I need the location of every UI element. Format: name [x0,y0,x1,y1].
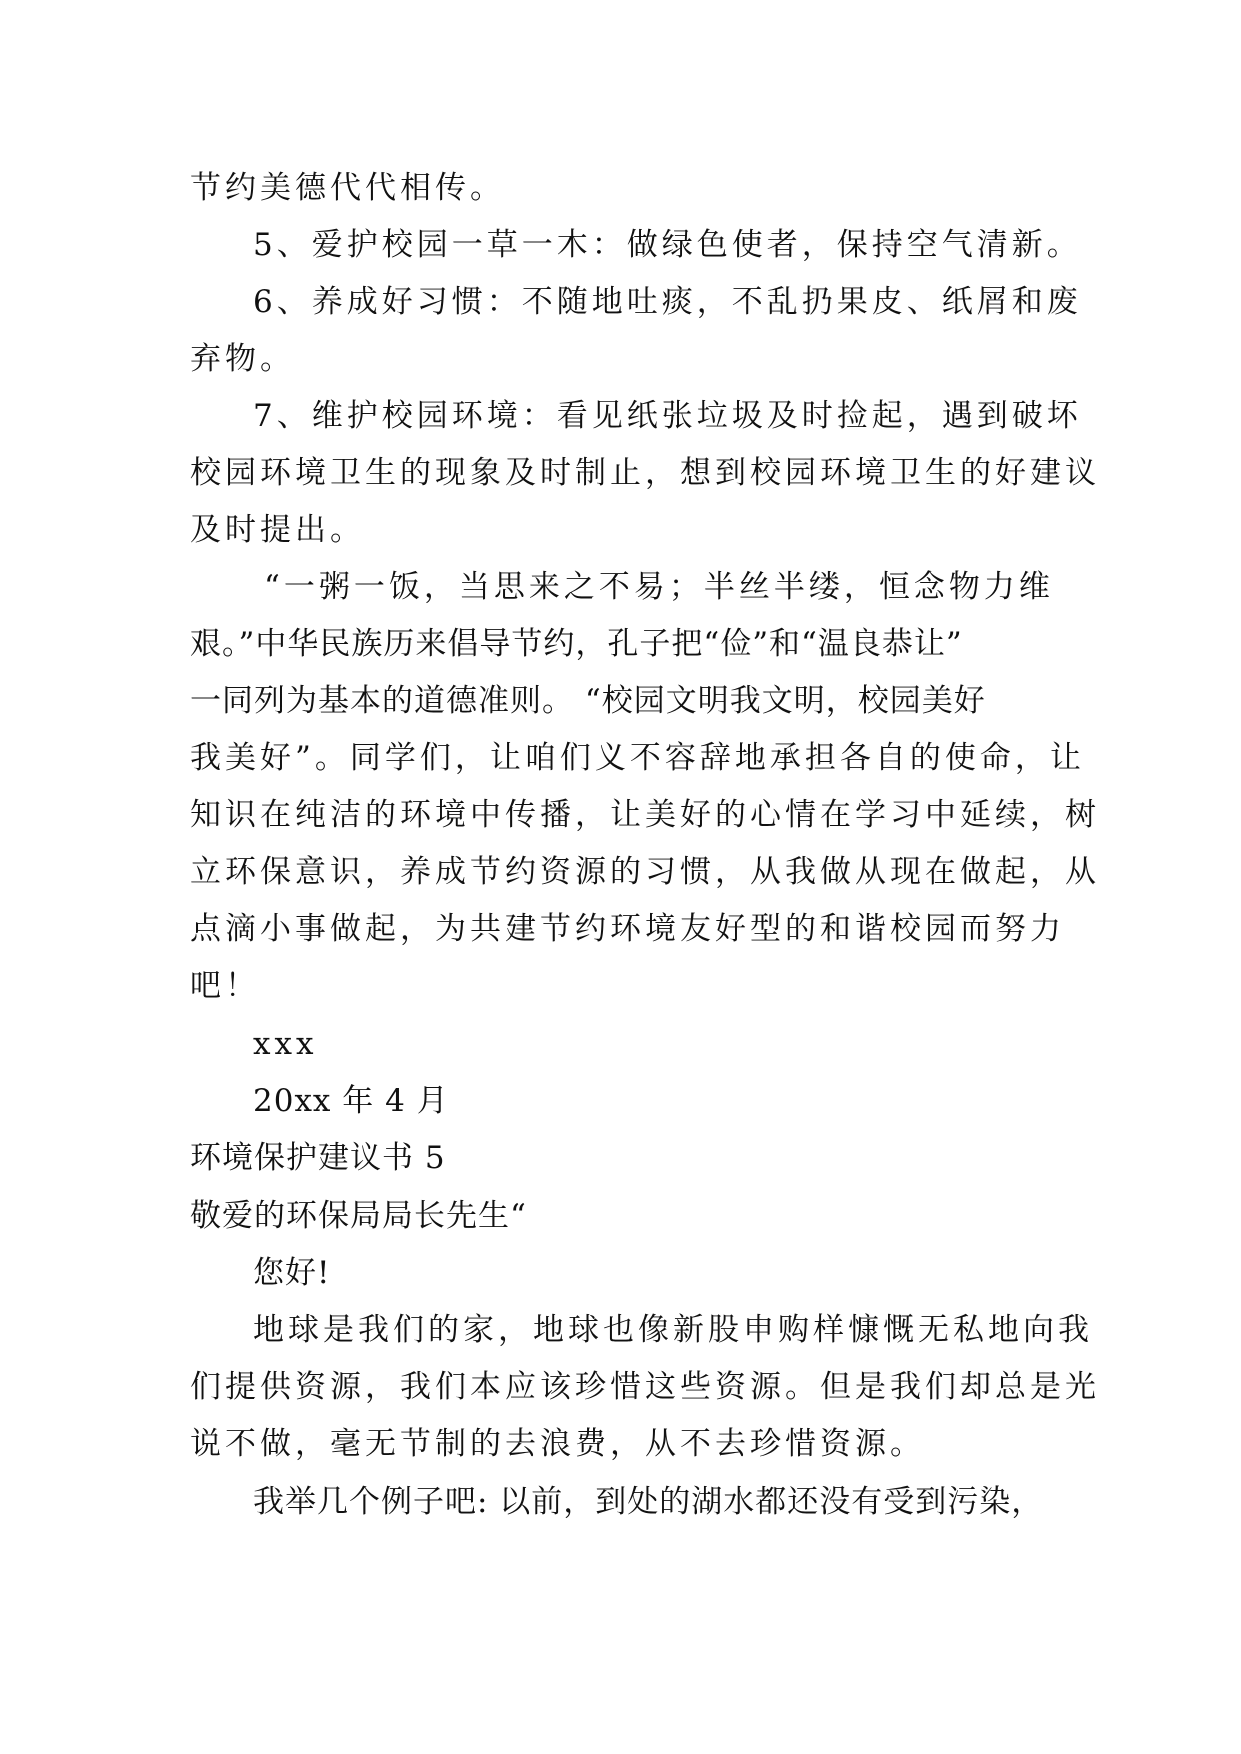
list-item-7: 7、维护校园环境：看见纸张垃圾及时捡起，遇到破坏 [253,398,1082,434]
list-item-5: 5、爱护校园一草一木：做绿色使者，保持空气清新。 [253,227,1082,263]
paragraph-start: “一粥一饭，当思来之不易；半丝半缕，恒念物力维 [264,569,1054,605]
text-line: 我美好”。同学们，让咱们义不容辞地承担各自的使命，让 [190,740,1085,776]
text-line: 知识在纯洁的环境中传播，让美好的心情在学习中延续，树 [190,797,1100,833]
paragraph-start: 地球是我们的家，地球也像新股申购样慷慨无私地向我 [253,1312,1093,1348]
signature-name: xxx [253,1026,318,1062]
greeting: 您好! [253,1255,331,1291]
text-line: 及时提出。 [190,512,365,548]
text-line: 吧！ [190,968,260,1004]
paragraph-start: 我举几个例子吧: 以前，到处的湖水都还没有受到污染， [253,1484,1044,1520]
text-line: 校园环境卫生的现象及时制止，想到校园环境卫生的好建议 [190,455,1100,491]
text-line: 立环保意识，养成节约资源的习惯，从我做从现在做起，从 [190,854,1100,890]
text-line: 说不做，毫无节制的去浪费，从不去珍惜资源。 [190,1426,925,1462]
text-line: 弃物。 [190,341,295,377]
text-line: 们提供资源，我们本应该珍惜这些资源。但是我们却总是光 [190,1369,1100,1405]
list-item-6: 6、养成好习惯：不随地吐痰，不乱扔果皮、纸屑和废 [253,284,1082,320]
text-line: 节约美德代代相传。 [190,170,505,206]
text-line: 点滴小事做起，为共建节约环境友好型的和谐校园而努力 [190,911,1065,947]
section-title: 环境保护建议书 5 [190,1140,446,1176]
text-line: 艰。”中华民族历来倡导节约，孔子把“俭”和“温良恭让” [190,626,963,662]
signature-date: 20xx 年 4 月 [253,1083,449,1119]
salutation: 敬爱的环保局局长先生“ [190,1198,527,1234]
text-line: 一同列为基本的道德准则。 “校园文明我文明，校园美好 [190,683,986,719]
